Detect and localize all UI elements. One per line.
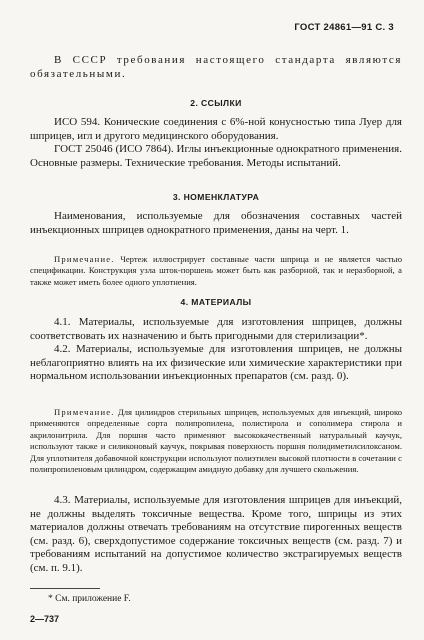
- nomenclature-note: [30, 254, 402, 288]
- materials-paragraph-4-2: 4.2. Материалы, используемые для изготовления шприцев, не должны неблагоприятно влиять на их физические или химические характеристики при нормальном использовании инъекционных препаратов (см. разд. 0).: [30, 343, 402, 383]
- section-nomenclature: [30, 192, 402, 202]
- note-label: Примечание.: [54, 407, 115, 417]
- materials-note-text: [30, 407, 402, 475]
- reference-iso-594: ИСО 594. Конические соединения с 6%-ной конусностью типа Луер для шприцев, игл и другого медицинского оборудования.: [30, 116, 402, 142]
- intro-block: [30, 54, 402, 81]
- running-header: ГОСТ 24861—91 С. 3: [294, 22, 394, 33]
- section-heading-references: 2. ССЫЛКИ: [190, 98, 242, 108]
- intro-paragraph: В СССР требования настоящего стандарта являются обязательными.: [30, 54, 402, 80]
- materials-paragraph-4-3: 4.3. Материалы, используемые для изготовления шприцев для инъекций, не должны выделять токсичные вещества. Кроме того, шприцы из этих материалов должны отвечать требованиям на отсутствие пирогенных веществ (см. разд. 6), сверхдопустимое содержание токсичных веществ (см. разд. 7) и требованиям испытаний на допустимое количество экстрагируемых веществ (см. п. 9.1).: [30, 494, 402, 574]
- nomenclature-paragraph: Наименования, используемые для обозначения составных частей инъекционных шприцев однократного применения, даны на черт. 1.: [30, 210, 402, 236]
- materials-body: [30, 316, 402, 384]
- nomenclature-note-text: [30, 254, 402, 288]
- note-body: Чертеж иллюстрирует составные части шприца и не является частью спецификации. Конструкция узла шток-поршень может быть как разборной, так и неразборной, а также может иметь более одного уплотнения.: [30, 254, 402, 287]
- section-references: [30, 98, 402, 108]
- section-materials: [30, 297, 402, 307]
- nomenclature-body: [30, 210, 402, 237]
- materials-body-2: [30, 494, 402, 576]
- note-body: Для цилиндров стерильных шприцев, используемых для инъекций, широко применяются определенные сорта полипропилена, полистирола и сополимера стирола и акрилонитрила. Для поршня часто применяют высококачественный натуральный каучук, используют также и силиконовый каучук, покрывая поверхность поршня полидиметилсилоксаном. Для уплотнителя добавочной конструкции используют полиэтилен высокой плотности в сочетании с полипропиленовым цилиндром, содержащим амидную добавку для лучшего скольжения.: [30, 407, 402, 475]
- note-label: Примечание.: [54, 254, 115, 264]
- section-heading-nomenclature: 3. НОМЕНКЛАТУРА: [172, 192, 260, 202]
- materials-note: [30, 407, 402, 475]
- page-code: 2—737: [30, 614, 60, 624]
- materials-paragraph-4-1: 4.1. Материалы, используемые для изготовления шприцев, должны соответствовать их назначению и быть пригодными для стерилизации*.: [30, 316, 402, 342]
- footnote: * См. приложение F.: [48, 594, 131, 604]
- references-body: [30, 116, 402, 170]
- reference-gost-25046: ГОСТ 25046 (ИСО 7864). Иглы инъекционные однократного применения. Основные размеры. Технические требования. Методы испытаний.: [30, 143, 402, 169]
- section-heading-materials: 4. МАТЕРИАЛЫ: [180, 297, 252, 307]
- footnote-rule: [30, 588, 100, 589]
